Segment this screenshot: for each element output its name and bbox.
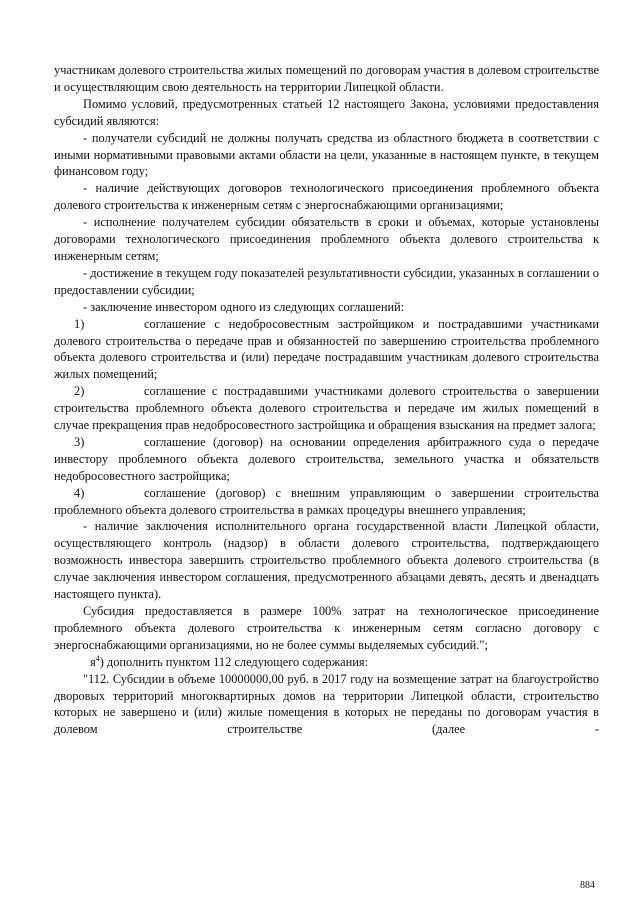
agreement-item-3 [54,434,599,485]
agreement-item-1 [54,316,599,384]
agreement-number: 3) [74,434,85,449]
condition-connection-contracts: - наличие действующих договоров технологического присоединения проблемного объекта долевого строительства к инженерным сетям с энергоснабжающими организациями; [54,181,599,213]
paragraph-item-112: "112. Субсидии в объеме 10000000,00 руб. в 2017 году на возмещение затрат на благоустройство дворовых территорий многоквартирных домов на территории Липецкой области, строительство которых не завершено и (или) жилые помещения в которых не переданы по договорам участия в долевом строительстве (далее - [54,671,599,737]
agreement-text: соглашение с пострадавшими участниками долевого строительства о завершении строительства проблемного объекта долевого строительства и передаче им жилых помещений в случае прекращения прав недобросовестного застройщика и обращения взыскания на предмет залога; [54,384,599,433]
agreement-number: 4) [74,485,85,500]
item-superscript: 4 [95,653,100,663]
agreement-text: соглашение с недобросовестным застройщиком и пострадавшими участниками долевого строительства о передаче прав и обязанностей по завершению строительства проблемного объекта долевого строительства и (или) передаче пострадавшим участникам долевого строительства жилых помещений; [54,316,599,382]
agreement-item-2 [54,383,599,434]
paragraph-continuation: участникам долевого строительства жилых помещений по договорам участия в долевом строительстве и осуществляющим свою деятельность на территории Липецкой области. [54,63,599,94]
agreement-text: соглашение (договор) с внешним управляющим о завершении строительства проблемного объекта долевого строительства в рамках процедуры внешнего управления; [54,485,599,517]
agreement-item-4 [54,485,599,519]
condition-investor-agreement: - заключение инвестором одного из следующих соглашений: [83,299,405,314]
agreement-number: 1) [74,316,85,331]
page-number: 884 [580,880,595,891]
agreement-text: соглашение (договор) на основании определения арбитражного суда о передаче инвестору проблемного объекта долевого строительства, земельного участка и обязательств недобросовестного застройщика; [54,434,599,483]
condition-obligations-fulfilled: - исполнение получателем субсидии обязательств в сроки и объемах, которые установлены договорами технологического присоединения проблемного объекта долевого строительства к инженерным сетям; [54,215,599,263]
document-body [54,62,599,738]
condition-no-other-funds: - получатели субсидий не должны получать средства из областного бюджета в соответствии с иными нормативными правовыми актами области на цели, указанные в настоящем пункте, в текущем финансовом году; [54,130,599,179]
condition-supervisory-conclusion: - наличие заключения исполнительного органа государственной власти Липецкой области, осуществляющего контроль (надзор) в области долевого строительства, подтверждающего возможность инвестора завершить строительство проблемного объекта долевого строительства (в случае заключения инвестором соглашения, предусмотренного абзацами девять, десять и двенадцать настоящего пункта). [54,519,599,602]
paragraph-subsidy-amount: Субсидия предоставляется в размере 100% затрат на технологическое присоединение проблемного объекта долевого строительства к инженерным сетям согласно договору с энергоснабжающими организациями, но не более суммы выделяемых субсидий."; [54,604,599,652]
item-letter: я [90,654,96,669]
item-text: ) дополнить пунктом 112 следующего содержания: [99,654,369,669]
paragraph-conditions-intro: Помимо условий, предусмотренных статьей 12 настоящего Закона, условиями предоставления субсидий являются: [54,96,599,128]
condition-performance-indicators: - достижение в текущем году показателей результативности субсидии, указанных в соглашении о предоставлении субсидии; [54,265,599,297]
agreement-number: 2) [74,384,85,399]
amendment-item-line [54,654,599,671]
